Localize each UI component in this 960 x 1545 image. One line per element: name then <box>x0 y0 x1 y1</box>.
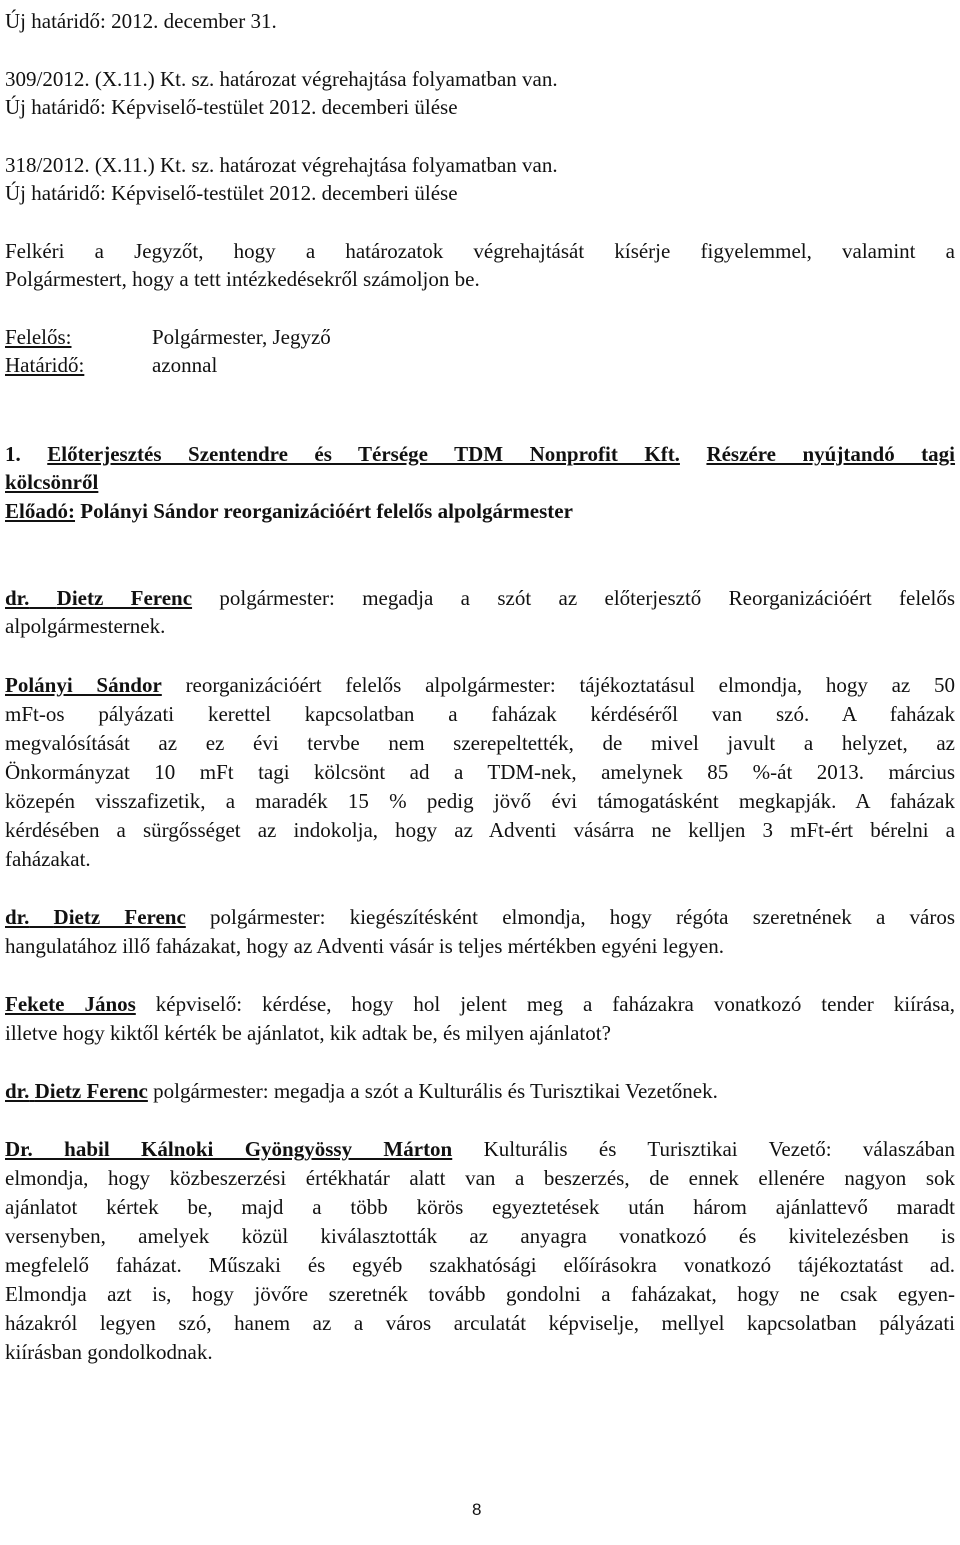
para1-text: polgármester: megadja a szót az előterjesztő Reorganizációért felelős <box>219 586 955 610</box>
felelos-label: Felelős: <box>5 325 72 349</box>
para3-text: polgármester: kiegészítésként elmondja, hogy régóta szeretnének a város <box>210 905 956 929</box>
para2-text: reorganizációért felelős alpolgármester: tájékoztatásul elmondja, hogy az 50 <box>185 673 955 697</box>
speaker-name: dr. Dietz Ferenc <box>5 1079 148 1103</box>
para6-line-6: Elmondja azt is, hogy jövőre szeretnék tovább gondolni a faházakat, hogy ne csak egyen- <box>5 1282 955 1306</box>
agenda-title: Előterjesztés Szentendre és Térsége TDM Nonprofit Kft. <box>47 442 680 466</box>
para2-line-5: közepén visszafizetik, a maradék 15 % pedig jövő évi támogatásként megkapják. A faházak <box>5 789 955 813</box>
para2-line-3: megvalósítását az ez évi tervbe nem szerepeltették, de mivel javult a helyzet, az <box>5 731 955 755</box>
resolution-status-309: 309/2012. (X.11.) Kt. sz. határozat végrehajtása folyamatban van. <box>5 67 558 91</box>
para6-line-1 <box>5 1136 955 1162</box>
request-line-1: Felkéri a Jegyzőt, hogy a határozatok végrehajtását kísérje figyelemmel, valamint a <box>5 239 955 263</box>
para6-line-4: versenyben, amelyek közül kiválasztották az anyagra vonatkozó és kivitelezésben is <box>5 1224 955 1248</box>
agenda-title-line-2: kölcsönről <box>5 470 99 494</box>
felelos-value: Polgármester, Jegyző <box>152 325 331 349</box>
deadline-line: Új határidő: 2012. december 31. <box>5 9 277 33</box>
hatarido-value: azonnal <box>152 353 218 377</box>
para3-line-2: hangulatához illő faházakat, hogy az Adventi vásár is teljes mértékben egyéni legyen. <box>5 934 724 958</box>
agenda-title-line-1 <box>5 441 955 467</box>
para5-line-1 <box>5 1078 718 1104</box>
para1-line-1 <box>5 585 955 611</box>
para6-line-2: elmondja, hogy közbeszerzési értékhatár alatt van a beszerzés, de ennek ellenére nagyon sok <box>5 1166 955 1190</box>
para6-line-7: házakról legyen szó, hanem az a város arculatát képviselje, mellyel kapcsolatban pályázati <box>5 1311 955 1335</box>
speaker-name: dr. Dietz Ferenc <box>5 905 186 929</box>
para6-line-5: megfelelő faházat. Műszaki és egyéb szakhatósági előírásokra vonatkozó tájékoztatást ad. <box>5 1253 955 1277</box>
request-line-2: Polgármestert, hogy a tett intézkedésekről számoljon be. <box>5 267 480 291</box>
speaker-name: Dr. habil Kálnoki Gyöngyössy Márton <box>5 1137 453 1161</box>
speaker-name: Fekete János <box>5 992 136 1016</box>
new-deadline-309: Új határidő: Képviselő-testület 2012. decemberi ülése <box>5 95 458 119</box>
presenter-label: Előadó: <box>5 499 76 523</box>
para5-text: polgármester: megadja a szót a Kulturális és Turisztikai Vezetőnek. <box>153 1079 718 1103</box>
agenda-number: 1. <box>5 442 21 466</box>
para4-line-1 <box>5 991 955 1017</box>
para2-line-4: Önkormányzat 10 mFt tagi kölcsönt ad a TDM-nek, amelynek 85 %-át 2013. március <box>5 760 955 784</box>
para6-text: Kulturális és Turisztikai Vezető: válaszában <box>483 1137 956 1161</box>
agenda-presenter <box>5 498 573 524</box>
resolution-status-318: 318/2012. (X.11.) Kt. sz. határozat végrehajtása folyamatban van. <box>5 153 558 177</box>
para2-line-2: mFt-os pályázati kerettel kapcsolatban a faházak kérdéséről van szó. A faházak <box>5 702 955 726</box>
para2-line-1 <box>5 672 955 698</box>
speaker-name: Polányi Sándor <box>5 673 162 697</box>
speaker-name: dr. Dietz Ferenc <box>5 586 193 610</box>
para4-text: képviselő: kérdése, hogy hol jelent meg a faházakra vonatkozó tender kiírása, <box>155 992 955 1016</box>
para3-line-1 <box>5 904 955 930</box>
para2-line-6: kérdésében a sürgősséget az indokolja, hogy az Adventi vásárra ne kelljen 3 mFt-ért bérelni a <box>5 818 955 842</box>
para4-line-2: illetve hogy kiktől kérték be ajánlatot, kik adtak be, és milyen ajánlatot? <box>5 1021 611 1045</box>
para6-line-3: ajánlatot kértek be, majd a több körös egyeztetések után három ajánlattevő maradt <box>5 1195 955 1219</box>
para1-line-2: alpolgármesternek. <box>5 614 166 638</box>
para2-line-7: faházakat. <box>5 847 91 871</box>
presenter-text: Polányi Sándor reorganizációért felelős alpolgármester <box>80 499 573 523</box>
para6-line-8: kiírásban gondolkodnak. <box>5 1340 213 1364</box>
new-deadline-318: Új határidő: Képviselő-testület 2012. decemberi ülése <box>5 181 458 205</box>
agenda-title-cont: Részére nyújtandó tagi <box>706 442 956 466</box>
hatarido-label: Határidő: <box>5 353 85 377</box>
page-number: 8 <box>472 1500 482 1519</box>
